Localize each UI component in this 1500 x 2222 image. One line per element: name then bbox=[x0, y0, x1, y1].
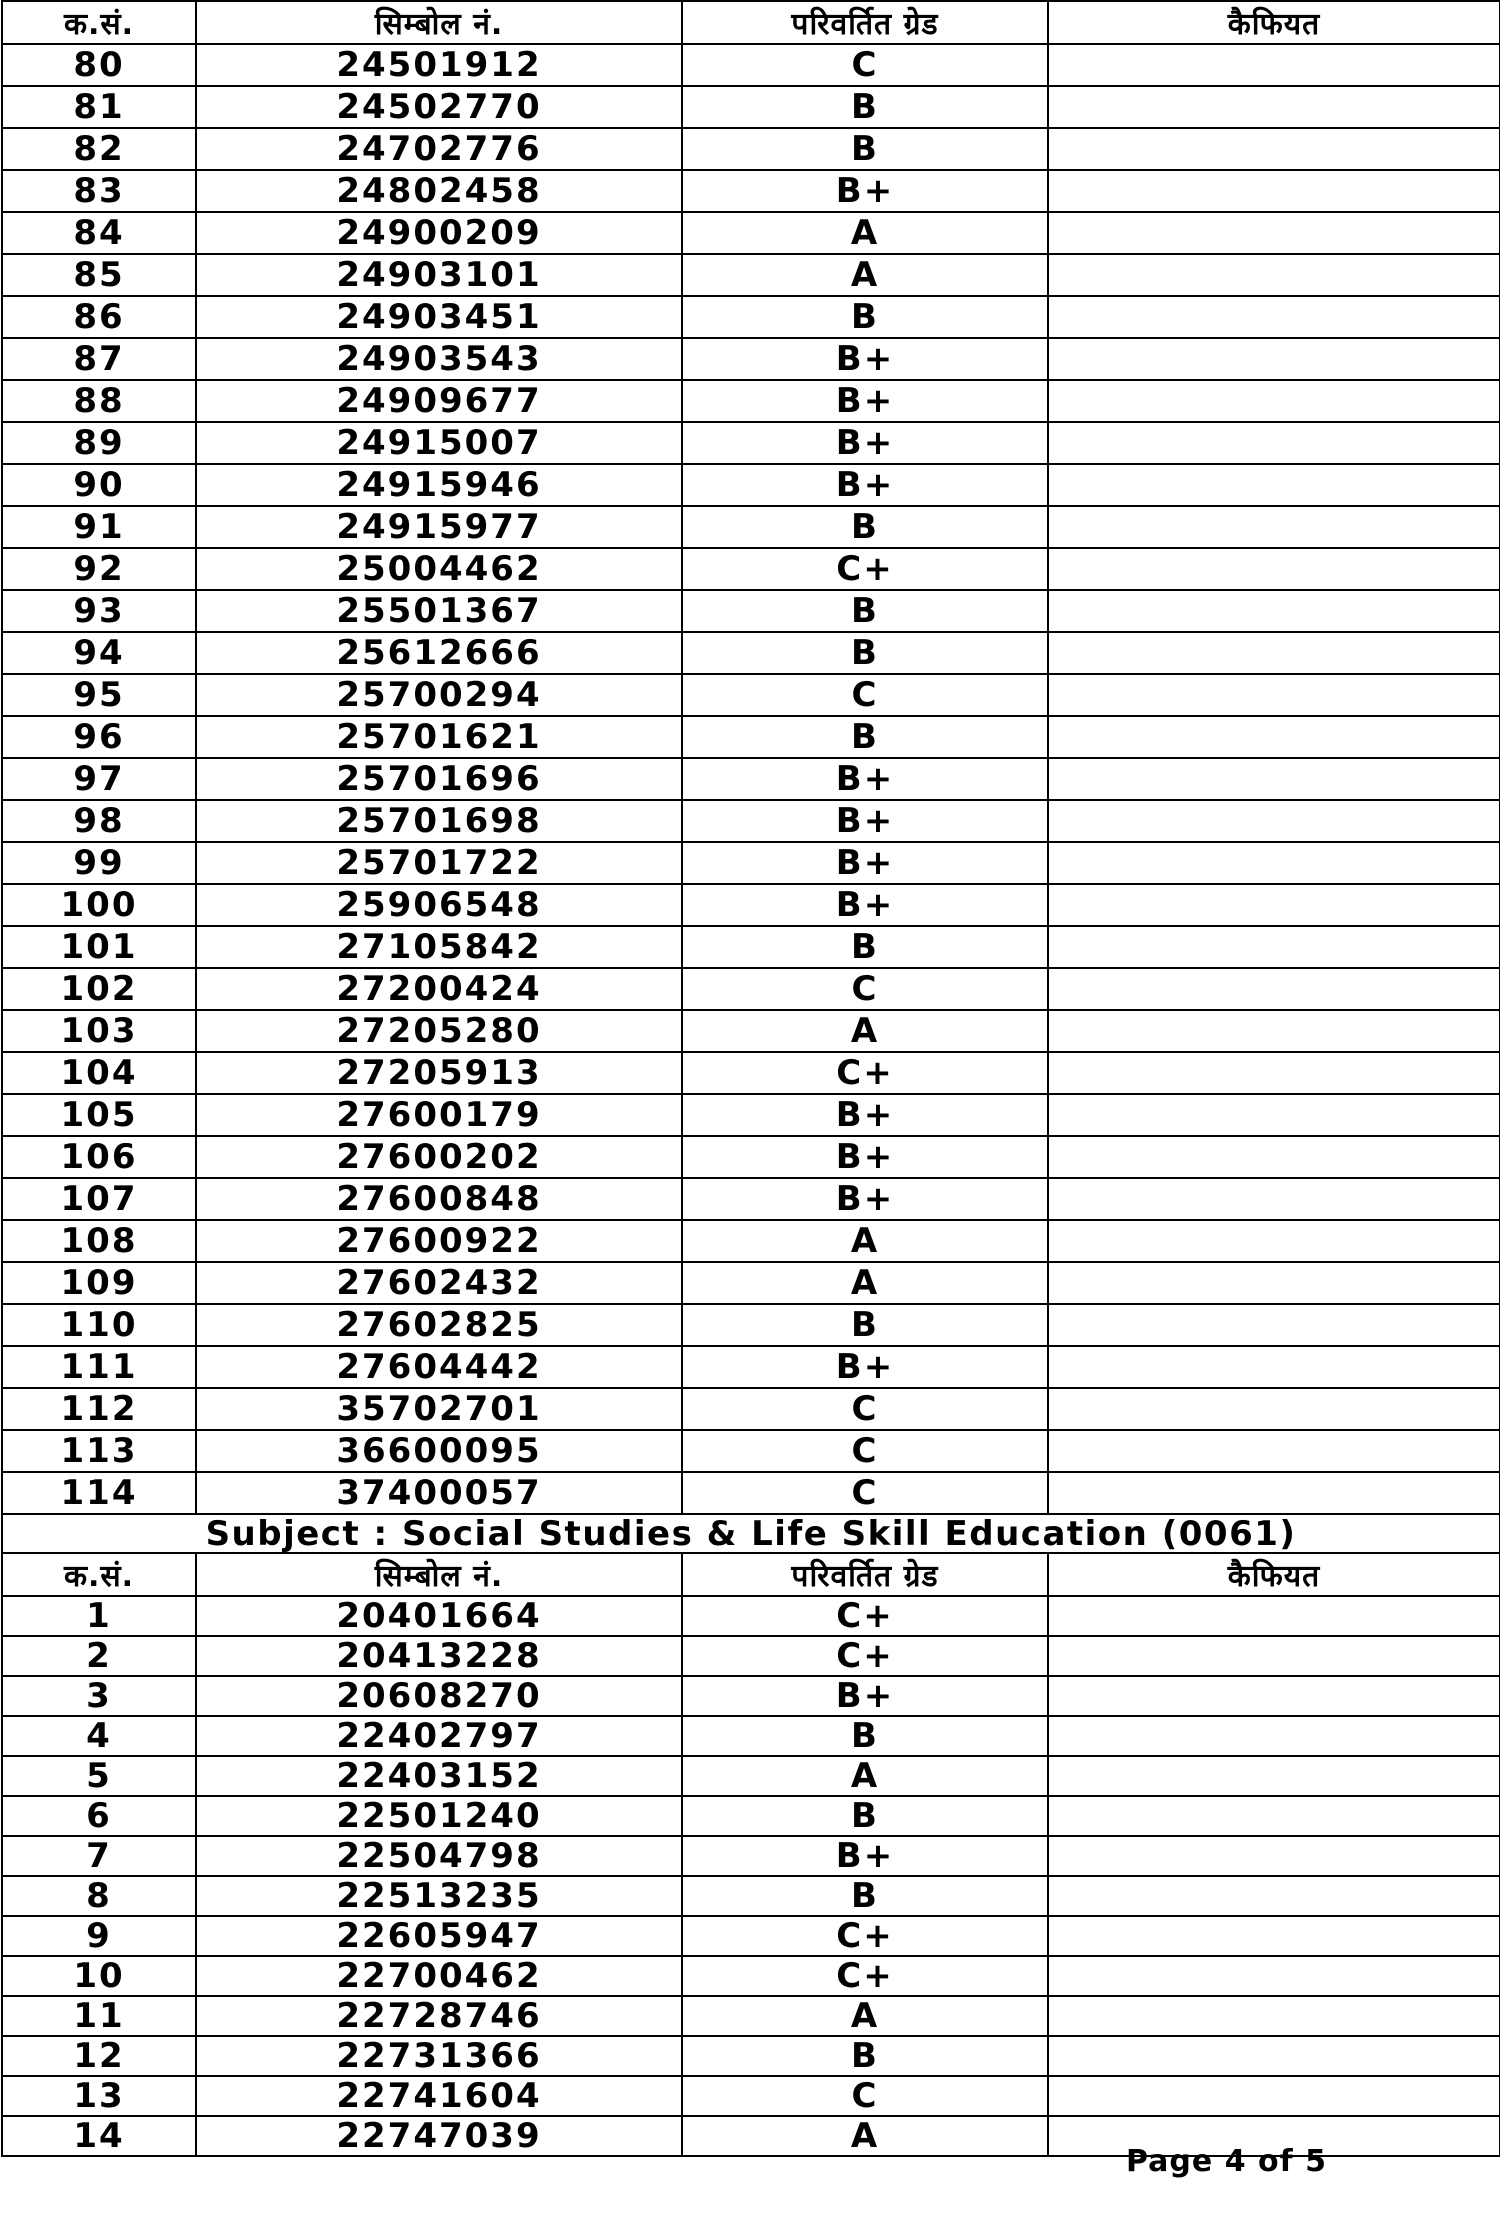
serial-number-cell: 100 bbox=[2, 884, 196, 926]
serial-number-cell: 92 bbox=[2, 548, 196, 590]
table-row bbox=[2, 1388, 1500, 1430]
subject-title: Subject : Social Studies & Life Skill Education (0061) bbox=[2, 1514, 1500, 1553]
grade-cell: C+ bbox=[682, 1916, 1048, 1956]
remarks-cell bbox=[1048, 1472, 1500, 1514]
remarks-cell bbox=[1048, 254, 1500, 296]
remarks-cell bbox=[1048, 1796, 1500, 1836]
table-row bbox=[2, 1916, 1500, 1956]
symbol-number-cell: 22402797 bbox=[196, 1716, 682, 1756]
grade-cell: B+ bbox=[682, 170, 1048, 212]
grade-cell: C bbox=[682, 1430, 1048, 1472]
remarks-cell bbox=[1048, 1996, 1500, 2036]
table-row bbox=[2, 1676, 1500, 1716]
grade-cell: B bbox=[682, 632, 1048, 674]
table-row bbox=[2, 1178, 1500, 1220]
symbol-number-cell: 27600202 bbox=[196, 1136, 682, 1178]
serial-number-cell: 14 bbox=[2, 2116, 196, 2156]
symbol-number-cell: 25701698 bbox=[196, 800, 682, 842]
remarks-cell bbox=[1048, 800, 1500, 842]
serial-number-cell: 108 bbox=[2, 1220, 196, 1262]
grade-cell: B+ bbox=[682, 884, 1048, 926]
grade-cell: C+ bbox=[682, 1596, 1048, 1636]
serial-number-cell: 2 bbox=[2, 1636, 196, 1676]
remarks-cell bbox=[1048, 1094, 1500, 1136]
symbol-number-cell: 20608270 bbox=[196, 1676, 682, 1716]
grade-cell: B bbox=[682, 506, 1048, 548]
subject-title-row bbox=[2, 1514, 1500, 1553]
remarks-cell bbox=[1048, 674, 1500, 716]
page-number: Page 4 of 5 bbox=[1126, 2144, 1327, 2179]
serial-number-cell: 102 bbox=[2, 968, 196, 1010]
serial-number-cell: 95 bbox=[2, 674, 196, 716]
grade-cell: A bbox=[682, 1996, 1048, 2036]
symbol-number-cell: 27200424 bbox=[196, 968, 682, 1010]
grade-cell: A bbox=[682, 254, 1048, 296]
serial-number-cell: 3 bbox=[2, 1676, 196, 1716]
remarks-cell bbox=[1048, 1136, 1500, 1178]
serial-number-cell: 82 bbox=[2, 128, 196, 170]
symbol-number-cell: 22741604 bbox=[196, 2076, 682, 2116]
grade-cell: C bbox=[682, 968, 1048, 1010]
serial-number-cell: 10 bbox=[2, 1956, 196, 1996]
grade-cell: C bbox=[682, 44, 1048, 86]
remarks-cell bbox=[1048, 884, 1500, 926]
grade-cell: B+ bbox=[682, 1094, 1048, 1136]
table-row bbox=[2, 1346, 1500, 1388]
grade-cell: A bbox=[682, 212, 1048, 254]
symbol-number-cell: 20413228 bbox=[196, 1636, 682, 1676]
remarks-cell bbox=[1048, 296, 1500, 338]
serial-number-cell: 104 bbox=[2, 1052, 196, 1094]
grade-cell: C bbox=[682, 674, 1048, 716]
remarks-cell bbox=[1048, 86, 1500, 128]
serial-number-cell: 1 bbox=[2, 1596, 196, 1636]
table-row bbox=[2, 1136, 1500, 1178]
serial-number-cell: 85 bbox=[2, 254, 196, 296]
symbol-number-header: सिम्बोल नं. bbox=[196, 1553, 682, 1596]
serial-number-cell: 101 bbox=[2, 926, 196, 968]
serial-number-cell: 110 bbox=[2, 1304, 196, 1346]
table-row bbox=[2, 1636, 1500, 1676]
serial-number-cell: 93 bbox=[2, 590, 196, 632]
table-row bbox=[2, 2036, 1500, 2076]
serial-number-cell: 12 bbox=[2, 2036, 196, 2076]
remarks-cell bbox=[1048, 170, 1500, 212]
table-row bbox=[2, 1430, 1500, 1472]
table-row bbox=[2, 884, 1500, 926]
remarks-cell bbox=[1048, 1388, 1500, 1430]
remarks-cell bbox=[1048, 212, 1500, 254]
grade-cell: A bbox=[682, 1262, 1048, 1304]
remarks-cell bbox=[1048, 338, 1500, 380]
symbol-number-cell: 27600848 bbox=[196, 1178, 682, 1220]
table-row bbox=[2, 590, 1500, 632]
table-row bbox=[2, 464, 1500, 506]
symbol-number-cell: 35702701 bbox=[196, 1388, 682, 1430]
serial-number-cell: 4 bbox=[2, 1716, 196, 1756]
table-header-row bbox=[2, 1, 1500, 44]
remarks-cell bbox=[1048, 758, 1500, 800]
remarks-cell bbox=[1048, 842, 1500, 884]
serial-number-cell: 94 bbox=[2, 632, 196, 674]
grade-cell: B bbox=[682, 1876, 1048, 1916]
remarks-cell bbox=[1048, 968, 1500, 1010]
grade-cell: B bbox=[682, 590, 1048, 632]
symbol-number-cell: 22700462 bbox=[196, 1956, 682, 1996]
table-row bbox=[2, 800, 1500, 842]
grade-cell: A bbox=[682, 1220, 1048, 1262]
grade-cell: C+ bbox=[682, 1636, 1048, 1676]
table-header-row bbox=[2, 1553, 1500, 1596]
symbol-number-header: सिम्बोल नं. bbox=[196, 1, 682, 44]
serial-number-header: क.सं. bbox=[2, 1553, 196, 1596]
remarks-cell bbox=[1048, 464, 1500, 506]
remarks-cell bbox=[1048, 1756, 1500, 1796]
grade-cell: B+ bbox=[682, 380, 1048, 422]
serial-number-header: क.सं. bbox=[2, 1, 196, 44]
symbol-number-cell: 24903451 bbox=[196, 296, 682, 338]
remarks-cell bbox=[1048, 44, 1500, 86]
symbol-number-cell: 22501240 bbox=[196, 1796, 682, 1836]
section2-block bbox=[2, 1514, 1500, 1596]
table-row bbox=[2, 674, 1500, 716]
table-row bbox=[2, 758, 1500, 800]
results-table bbox=[1, 0, 1500, 2157]
remarks-cell bbox=[1048, 2036, 1500, 2076]
symbol-number-cell: 27105842 bbox=[196, 926, 682, 968]
grade-cell: B+ bbox=[682, 464, 1048, 506]
remarks-cell bbox=[1048, 1876, 1500, 1916]
serial-number-cell: 90 bbox=[2, 464, 196, 506]
table-row bbox=[2, 1304, 1500, 1346]
remarks-cell bbox=[1048, 1346, 1500, 1388]
serial-number-cell: 86 bbox=[2, 296, 196, 338]
grade-cell: B bbox=[682, 86, 1048, 128]
grade-cell: B+ bbox=[682, 1178, 1048, 1220]
serial-number-cell: 103 bbox=[2, 1010, 196, 1052]
grade-cell: B+ bbox=[682, 1136, 1048, 1178]
table-row bbox=[2, 1010, 1500, 1052]
table-row bbox=[2, 44, 1500, 86]
symbol-number-cell: 27205913 bbox=[196, 1052, 682, 1094]
symbol-number-cell: 24909677 bbox=[196, 380, 682, 422]
section2-rows bbox=[2, 1596, 1500, 2156]
remarks-cell bbox=[1048, 1836, 1500, 1876]
symbol-number-cell: 27205280 bbox=[196, 1010, 682, 1052]
serial-number-cell: 111 bbox=[2, 1346, 196, 1388]
serial-number-cell: 7 bbox=[2, 1836, 196, 1876]
symbol-number-cell: 27604442 bbox=[196, 1346, 682, 1388]
table-row bbox=[2, 1262, 1500, 1304]
remarks-cell bbox=[1048, 548, 1500, 590]
remarks-header: कैफियत bbox=[1048, 1553, 1500, 1596]
serial-number-cell: 99 bbox=[2, 842, 196, 884]
remarks-cell bbox=[1048, 380, 1500, 422]
remarks-header: कैफियत bbox=[1048, 1, 1500, 44]
serial-number-cell: 5 bbox=[2, 1756, 196, 1796]
symbol-number-cell: 25906548 bbox=[196, 884, 682, 926]
grade-cell: B+ bbox=[682, 758, 1048, 800]
table-row bbox=[2, 968, 1500, 1010]
table-row bbox=[2, 1796, 1500, 1836]
serial-number-cell: 112 bbox=[2, 1388, 196, 1430]
serial-number-cell: 106 bbox=[2, 1136, 196, 1178]
grade-cell: B+ bbox=[682, 1836, 1048, 1876]
symbol-number-cell: 24915977 bbox=[196, 506, 682, 548]
table-row bbox=[2, 380, 1500, 422]
table-row bbox=[2, 1220, 1500, 1262]
table-row bbox=[2, 548, 1500, 590]
remarks-cell bbox=[1048, 128, 1500, 170]
table-row bbox=[2, 422, 1500, 464]
serial-number-cell: 9 bbox=[2, 1916, 196, 1956]
symbol-number-cell: 25701696 bbox=[196, 758, 682, 800]
table-row bbox=[2, 1094, 1500, 1136]
symbol-number-cell: 27600179 bbox=[196, 1094, 682, 1136]
remarks-cell bbox=[1048, 422, 1500, 464]
section1-rows bbox=[2, 44, 1500, 1514]
symbol-number-cell: 24502770 bbox=[196, 86, 682, 128]
grade-cell: B+ bbox=[682, 842, 1048, 884]
remarks-cell bbox=[1048, 1052, 1500, 1094]
symbol-number-cell: 25701621 bbox=[196, 716, 682, 758]
grade-cell: B bbox=[682, 1304, 1048, 1346]
grade-cell: A bbox=[682, 1756, 1048, 1796]
grade-cell: C+ bbox=[682, 548, 1048, 590]
symbol-number-cell: 36600095 bbox=[196, 1430, 682, 1472]
serial-number-cell: 80 bbox=[2, 44, 196, 86]
table-row bbox=[2, 1756, 1500, 1796]
grade-cell: B bbox=[682, 926, 1048, 968]
table-row bbox=[2, 1956, 1500, 1996]
remarks-cell bbox=[1048, 1178, 1500, 1220]
serial-number-cell: 8 bbox=[2, 1876, 196, 1916]
symbol-number-cell: 22747039 bbox=[196, 2116, 682, 2156]
symbol-number-cell: 24802458 bbox=[196, 170, 682, 212]
serial-number-cell: 13 bbox=[2, 2076, 196, 2116]
remarks-cell bbox=[1048, 1716, 1500, 1756]
remarks-cell bbox=[1048, 1636, 1500, 1676]
symbol-number-cell: 24900209 bbox=[196, 212, 682, 254]
grade-cell: C bbox=[682, 2076, 1048, 2116]
table-row bbox=[2, 2076, 1500, 2116]
symbol-number-cell: 22731366 bbox=[196, 2036, 682, 2076]
remarks-cell bbox=[1048, 2076, 1500, 2116]
symbol-number-cell: 27602432 bbox=[196, 1262, 682, 1304]
symbol-number-cell: 24702776 bbox=[196, 128, 682, 170]
remarks-cell bbox=[1048, 716, 1500, 758]
table-row bbox=[2, 296, 1500, 338]
grade-cell: B+ bbox=[682, 422, 1048, 464]
remarks-cell bbox=[1048, 1676, 1500, 1716]
symbol-number-cell: 25501367 bbox=[196, 590, 682, 632]
symbol-number-cell: 24903543 bbox=[196, 338, 682, 380]
serial-number-cell: 6 bbox=[2, 1796, 196, 1836]
table-row bbox=[2, 254, 1500, 296]
remarks-cell bbox=[1048, 1220, 1500, 1262]
remarks-cell bbox=[1048, 1956, 1500, 1996]
grade-cell: B bbox=[682, 716, 1048, 758]
table-row bbox=[2, 1596, 1500, 1636]
grade-cell: C+ bbox=[682, 1956, 1048, 1996]
symbol-number-cell: 25612666 bbox=[196, 632, 682, 674]
grade-cell: B bbox=[682, 2036, 1048, 2076]
grade-cell: A bbox=[682, 1010, 1048, 1052]
symbol-number-cell: 24903101 bbox=[196, 254, 682, 296]
symbol-number-cell: 27600922 bbox=[196, 1220, 682, 1262]
table-row bbox=[2, 1472, 1500, 1514]
serial-number-cell: 96 bbox=[2, 716, 196, 758]
remarks-cell bbox=[1048, 590, 1500, 632]
serial-number-cell: 88 bbox=[2, 380, 196, 422]
symbol-number-cell: 22513235 bbox=[196, 1876, 682, 1916]
table-row bbox=[2, 1716, 1500, 1756]
grade-cell: B bbox=[682, 128, 1048, 170]
symbol-number-cell: 25004462 bbox=[196, 548, 682, 590]
symbol-number-cell: 22728746 bbox=[196, 1996, 682, 2036]
table-row bbox=[2, 926, 1500, 968]
serial-number-cell: 87 bbox=[2, 338, 196, 380]
grade-cell: B+ bbox=[682, 800, 1048, 842]
serial-number-cell: 84 bbox=[2, 212, 196, 254]
table-row bbox=[2, 1876, 1500, 1916]
changed-grade-header: परिवर्तित ग्रेड bbox=[682, 1553, 1048, 1596]
symbol-number-cell: 22403152 bbox=[196, 1756, 682, 1796]
grade-cell: B bbox=[682, 296, 1048, 338]
remarks-cell bbox=[1048, 1010, 1500, 1052]
table-row bbox=[2, 170, 1500, 212]
symbol-number-cell: 24915007 bbox=[196, 422, 682, 464]
symbol-number-cell: 22504798 bbox=[196, 1836, 682, 1876]
table-row bbox=[2, 716, 1500, 758]
symbol-number-cell: 37400057 bbox=[196, 1472, 682, 1514]
table-row bbox=[2, 1052, 1500, 1094]
grade-cell: C bbox=[682, 1472, 1048, 1514]
serial-number-cell: 81 bbox=[2, 86, 196, 128]
remarks-cell bbox=[1048, 926, 1500, 968]
table-row bbox=[2, 338, 1500, 380]
symbol-number-cell: 25700294 bbox=[196, 674, 682, 716]
table-row bbox=[2, 842, 1500, 884]
remarks-cell bbox=[1048, 1262, 1500, 1304]
serial-number-cell: 98 bbox=[2, 800, 196, 842]
grade-cell: C+ bbox=[682, 1052, 1048, 1094]
serial-number-cell: 114 bbox=[2, 1472, 196, 1514]
remarks-cell bbox=[1048, 1430, 1500, 1472]
table-row bbox=[2, 506, 1500, 548]
serial-number-cell: 107 bbox=[2, 1178, 196, 1220]
symbol-number-cell: 24915946 bbox=[196, 464, 682, 506]
grade-cell: B bbox=[682, 1796, 1048, 1836]
table-row bbox=[2, 1836, 1500, 1876]
remarks-cell bbox=[1048, 1304, 1500, 1346]
serial-number-cell: 113 bbox=[2, 1430, 196, 1472]
grade-cell: C bbox=[682, 1388, 1048, 1430]
serial-number-cell: 11 bbox=[2, 1996, 196, 2036]
serial-number-cell: 89 bbox=[2, 422, 196, 464]
serial-number-cell: 83 bbox=[2, 170, 196, 212]
table-row bbox=[2, 128, 1500, 170]
table-row bbox=[2, 86, 1500, 128]
symbol-number-cell: 24501912 bbox=[196, 44, 682, 86]
serial-number-cell: 91 bbox=[2, 506, 196, 548]
symbol-number-cell: 27602825 bbox=[196, 1304, 682, 1346]
grade-cell: B+ bbox=[682, 338, 1048, 380]
symbol-number-cell: 20401664 bbox=[196, 1596, 682, 1636]
symbol-number-cell: 22605947 bbox=[196, 1916, 682, 1956]
remarks-cell bbox=[1048, 1916, 1500, 1956]
remarks-cell bbox=[1048, 632, 1500, 674]
serial-number-cell: 105 bbox=[2, 1094, 196, 1136]
table-row bbox=[2, 632, 1500, 674]
symbol-number-cell: 25701722 bbox=[196, 842, 682, 884]
table-row bbox=[2, 1996, 1500, 2036]
grade-cell: B bbox=[682, 1716, 1048, 1756]
remarks-cell bbox=[1048, 1596, 1500, 1636]
serial-number-cell: 97 bbox=[2, 758, 196, 800]
grade-cell: B+ bbox=[682, 1346, 1048, 1388]
grade-cell: A bbox=[682, 2116, 1048, 2156]
serial-number-cell: 109 bbox=[2, 1262, 196, 1304]
remarks-cell bbox=[1048, 506, 1500, 548]
changed-grade-header: परिवर्तित ग्रेड bbox=[682, 1, 1048, 44]
table-row bbox=[2, 212, 1500, 254]
grade-cell: B+ bbox=[682, 1676, 1048, 1716]
